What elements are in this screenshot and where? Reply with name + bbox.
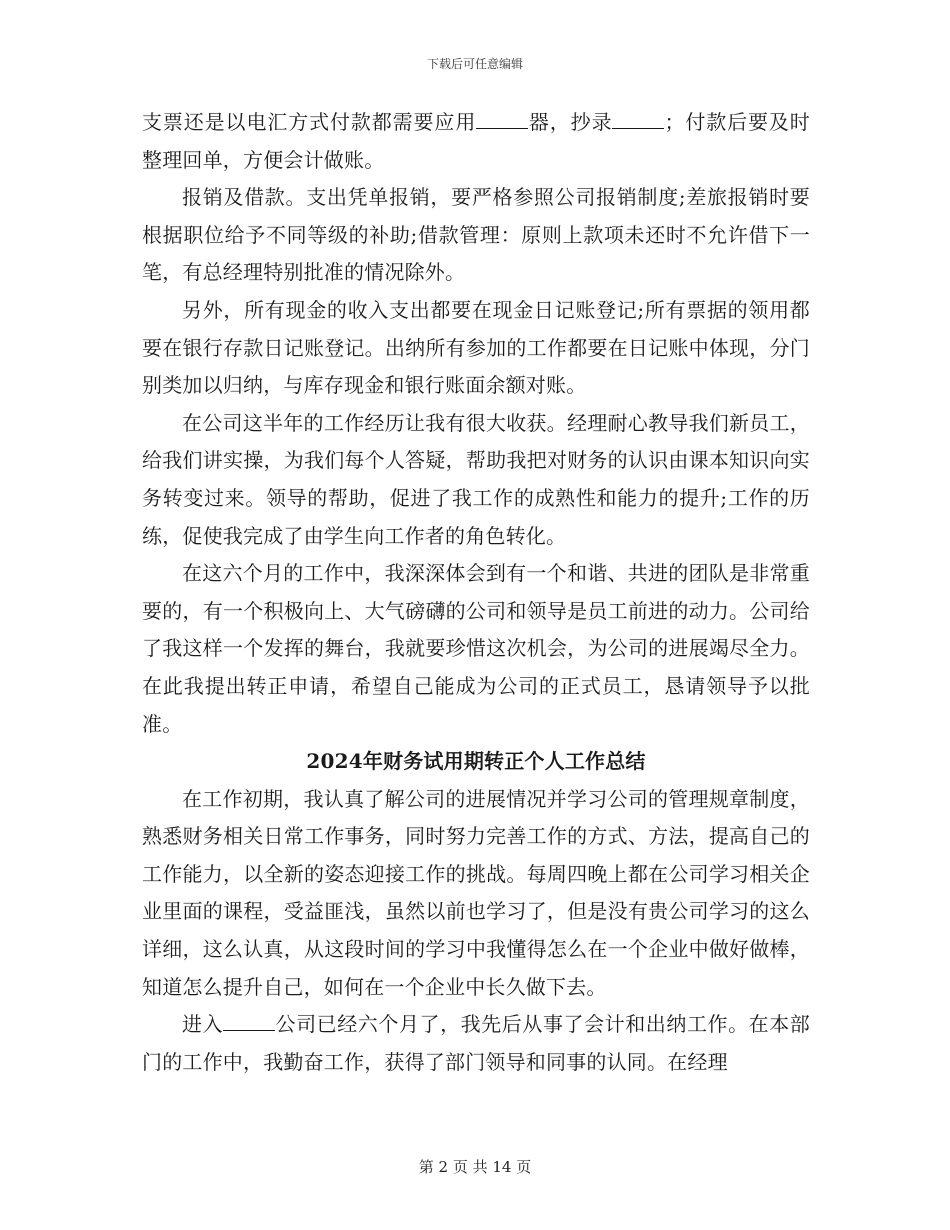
page-header-note: 下载后可任意编辑 <box>426 57 523 71</box>
paragraph-text: ；付款后要及时整理回单，方便会计做账。 <box>142 110 810 172</box>
paragraph-text: 进入 <box>182 1012 224 1037</box>
paragraph-payment-continued <box>142 104 810 179</box>
paragraph-half-year-gains: 在公司这半年的工作经历让我有很大收获。经理耐心教导我们新员工，给我们讲实操，为我们每个人答疑，帮助我把对财务的认识由课本知识向实务转变过来。领导的帮助，促进了我工作的成熟性和能力的提升;工作的历练，促使我完成了由学生向工作者的角色转化。 <box>142 410 810 548</box>
page-number-footer: 第 2 页 共 14 页 <box>418 1158 532 1176</box>
fill-blank-line <box>476 110 528 129</box>
paragraph-text: 器，抄录 <box>528 110 613 134</box>
paragraph-reimbursement: 报销及借款。支出凭单报销，要严格参照公司报销制度;差旅报销时要根据职位给予不同等级的补助;借款管理：原则上款项未还时不允许借下一笔，有总经理特别批准的情况除外。 <box>142 185 810 285</box>
paragraph-cash-records: 另外，所有现金的收入支出都要在现金日记账登记;所有票据的领用都要在银行存款日记账登记。出纳所有参加的工作都要在日记账中体现，分门别类加以归纳，与库存现金和银行账面余额对账。 <box>142 297 810 398</box>
fill-blank-line <box>612 110 664 129</box>
document-body <box>142 104 810 1081</box>
section-title: 2024年财务试用期转正个人工作总结 <box>306 749 646 774</box>
paragraph-text: 公司已经六个月了，我先后从事了会计和出纳工作。在本部门的工作中，我勤奋工作，获得了部门领导和同事的认同。在经理 <box>142 1012 811 1074</box>
paragraph-six-months <box>142 1006 810 1081</box>
paragraph-early-work: 在工作初期，我认真了解公司的进展情况并学习公司的管理规章制度，熟悉财务相关日常工作事务，同时努力完善工作的方式、方法，提高自己的工作能力，以全新的姿态迎接工作的挑战。每周四晚上都在公司学习相关企业里面的课程，受益匪浅，虽然以前也学习了，但是没有贵公司学习的这么详细，这么认真，从这段时间的学习中我懂得怎么在一个企业中做好做棒，知道怎么提升自己，如何在一个企业中长久做下去。 <box>142 786 810 999</box>
paragraph-application: 在这六个月的工作中，我深深体会到有一个和谐、共进的团队是非常重要的，有一个积极向上、大气磅礴的公司和领导是员工前进的动力。公司给了我这样一个发挥的舞台，我就要珍惜这次机会，为公司的进展竭尽全力。在此我提出转正申请，希望自己能成为公司的正式员工，恳请领导予以批准。 <box>142 561 810 736</box>
paragraph-text: 支票还是以电汇方式付款都需要应用 <box>142 110 477 134</box>
fill-blank-line <box>223 1012 275 1031</box>
